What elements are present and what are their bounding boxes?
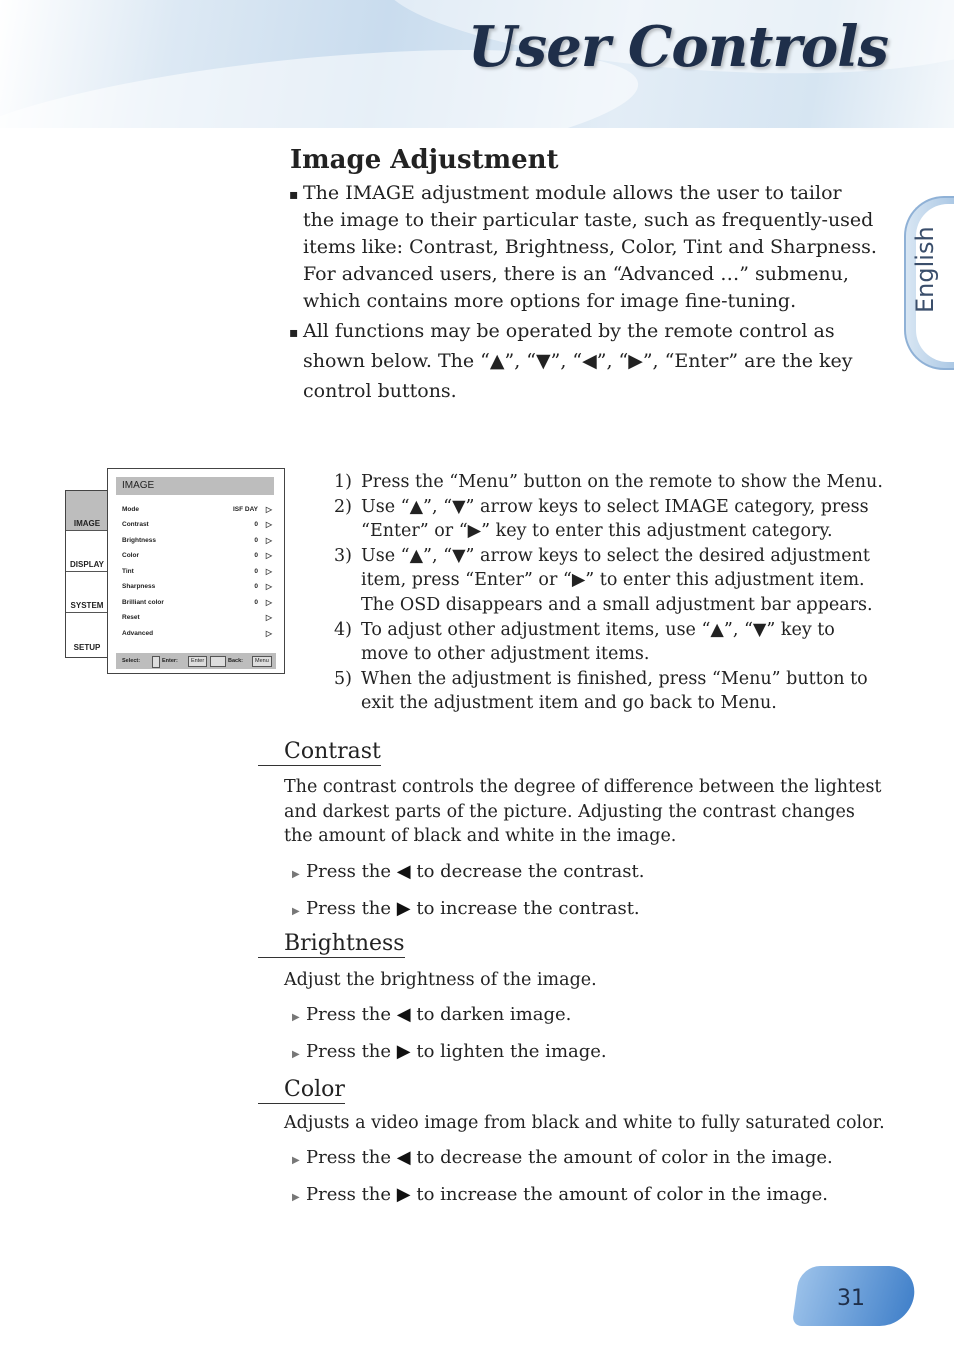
press-post: to increase the contrast. <box>416 898 640 919</box>
steps-list <box>334 470 904 716</box>
osd-row-value: 0 <box>254 583 258 590</box>
text-line: To adjust other adjustment items, use “▲”, “▼” key to <box>361 619 835 640</box>
bullet-triangle-icon: ▶ <box>292 1049 300 1060</box>
text-line: exit the adjustment item and go back to Menu. <box>361 693 777 714</box>
brightness-darken-item <box>292 1003 571 1030</box>
osd-row-label: Brightness <box>122 537 156 544</box>
contrast-increase-item <box>292 897 640 924</box>
osd-row-label: Contrast <box>122 521 149 528</box>
text-line: move to other adjustment items. <box>361 644 650 665</box>
press-post: to darken image. <box>416 1004 572 1025</box>
osd-footer-select: Select: <box>122 658 141 664</box>
osd-row-label: Mode <box>122 506 139 513</box>
osd-row-reset <box>122 611 272 625</box>
osd-row-value: 0 <box>254 568 258 575</box>
step-number: 2) <box>334 496 352 517</box>
brightness-lighten-item <box>292 1040 607 1067</box>
osd-tab-setup: SETUP <box>73 643 101 652</box>
section-title: Image Adjustment <box>290 145 559 175</box>
leftright-icon <box>210 656 226 667</box>
bullet-marker: ▪ <box>289 325 299 341</box>
osd-arrow-icon: ▷ <box>265 613 272 622</box>
brightness-heading: Brightness <box>258 931 405 958</box>
text-line: When the adjustment is finished, press “Menu” button to <box>361 668 868 689</box>
text-line: The contrast controls the degree of difference between the lightest <box>284 777 882 797</box>
step-item <box>334 618 904 667</box>
osd-tab-column <box>65 490 109 658</box>
text-line: the image to their particular taste, such as frequently-used <box>303 209 874 231</box>
osd-arrow-icon: ▷ <box>265 536 272 545</box>
updown-icon <box>152 656 160 668</box>
osd-row-brilliant-color <box>122 596 272 610</box>
press-pre: Press the <box>306 861 392 882</box>
step-item <box>334 470 904 495</box>
text-line: The IMAGE adjustment module allows the user to tailor <box>303 182 842 204</box>
osd-row-value: 0 <box>254 599 258 606</box>
language-label: English <box>911 226 939 313</box>
osd-row-advanced <box>122 627 272 641</box>
intro-bullet-1 <box>289 180 903 315</box>
osd-row-value: 0 <box>254 552 258 559</box>
osd-row-label: Brilliant color <box>122 599 164 606</box>
color-decrease-item <box>292 1146 833 1173</box>
text-line: “Enter” or “▶” key to enter this adjustment category. <box>361 521 833 542</box>
osd-arrow-icon: ▷ <box>265 505 272 514</box>
text-line: control buttons. <box>303 380 457 402</box>
contrast-decrease-item <box>292 860 644 887</box>
osd-arrow-icon: ▷ <box>265 520 272 529</box>
osd-tab-system: SYSTEM <box>66 573 108 613</box>
text-line: Adjusts a video image from black and white to fully saturated color. <box>284 1113 885 1133</box>
text-line: Use “▲”, “▼” arrow keys to select the desired adjustment <box>361 545 870 566</box>
osd-row-brightness <box>122 534 272 548</box>
osd-row-label: Color <box>122 552 139 559</box>
osd-panel-header: IMAGE <box>116 477 274 495</box>
right-arrow-icon: ▶ <box>396 898 411 919</box>
osd-row-label: Sharpness <box>122 583 156 590</box>
text-line: the amount of black and white in the image. <box>284 826 677 847</box>
press-pre: Press the <box>306 1147 392 1168</box>
press-pre: Press the <box>306 898 392 919</box>
osd-row-label: Reset <box>122 614 140 621</box>
step-item <box>334 495 904 544</box>
osd-row-label: Advanced <box>122 630 154 637</box>
color-increase-item <box>292 1183 828 1210</box>
text-line: All functions may be operated by the remote control as <box>303 320 835 342</box>
step-number: 1) <box>334 472 352 492</box>
right-arrow-icon: ▶ <box>396 1041 411 1062</box>
osd-menu-illustration <box>65 468 285 674</box>
bullet-triangle-icon: ▶ <box>292 1192 300 1203</box>
osd-arrow-icon: ▷ <box>265 567 272 576</box>
osd-footer <box>116 653 276 669</box>
osd-arrow-icon: ▷ <box>265 629 272 638</box>
left-arrow-icon: ◀ <box>396 1147 411 1168</box>
page-number: 31 <box>837 1286 865 1311</box>
step-item <box>334 667 904 716</box>
press-post: to decrease the contrast. <box>416 861 645 882</box>
osd-footer-back: Back: <box>228 658 243 664</box>
text-line: Press the “Menu” button on the remote to show the Menu. <box>361 472 883 492</box>
right-arrow-icon: ▶ <box>396 1184 411 1205</box>
osd-panel <box>107 468 285 674</box>
text-line: Adjust the brightness of the image. <box>284 970 597 990</box>
bullet-triangle-icon: ▶ <box>292 869 300 880</box>
text-line: Use “▲”, “▼” arrow keys to select IMAGE category, press <box>361 496 869 517</box>
step-number: 4) <box>334 619 352 640</box>
text-line: shown below. The “▲”, “▼”, “◀”, “▶”, “Enter” are the key <box>303 350 853 372</box>
color-heading: Color <box>258 1077 345 1104</box>
osd-row-value: 0 <box>254 537 258 544</box>
osd-arrow-icon: ▷ <box>265 551 272 560</box>
page-header <box>0 0 954 128</box>
osd-tab-display: DISPLAY <box>66 532 108 572</box>
osd-row-label: Tint <box>122 568 134 575</box>
left-arrow-icon: ◀ <box>396 1004 411 1025</box>
text-line: which contains more options for image fine-tuning. <box>303 290 797 312</box>
intro-bullet-2 <box>289 316 903 406</box>
press-pre: Press the <box>306 1184 392 1205</box>
bullet-triangle-icon: ▶ <box>292 1012 300 1023</box>
osd-footer-enter-key: Enter <box>188 656 207 667</box>
press-pre: Press the <box>306 1041 392 1062</box>
text-line: items like: Contrast, Brightness, Color, Tint and Sharpness. <box>303 236 877 258</box>
left-arrow-icon: ◀ <box>396 861 411 882</box>
brightness-description <box>284 968 884 993</box>
text-line: and darkest parts of the picture. Adjusting the contrast changes <box>284 801 855 822</box>
step-number: 5) <box>334 668 352 689</box>
color-description <box>284 1111 914 1136</box>
press-post: to lighten the image. <box>416 1041 607 1062</box>
osd-arrow-icon: ▷ <box>265 582 272 591</box>
press-pre: Press the <box>306 1004 392 1025</box>
text-line: item, press “Enter” or “▶” to enter this adjustment item. <box>361 570 865 591</box>
osd-tab-image: IMAGE <box>66 491 108 531</box>
text-line: The OSD disappears and a small adjustment bar appears. <box>361 594 873 615</box>
chapter-title: User Controls <box>467 14 888 80</box>
press-post: to increase the amount of color in the image. <box>416 1184 828 1205</box>
bullet-triangle-icon: ▶ <box>292 906 300 917</box>
osd-row-color <box>122 549 272 563</box>
osd-arrow-icon: ▷ <box>265 598 272 607</box>
press-post: to decrease the amount of color in the image. <box>416 1147 833 1168</box>
osd-row-sharpness <box>122 580 272 594</box>
osd-row-value: 0 <box>254 521 258 528</box>
osd-row-mode <box>122 503 272 517</box>
text-line: For advanced users, there is an “Advanced …” submenu, <box>303 263 849 285</box>
step-number: 3) <box>334 545 352 566</box>
bullet-triangle-icon: ▶ <box>292 1155 300 1166</box>
step-item <box>334 544 904 618</box>
contrast-description <box>284 775 884 849</box>
osd-row-contrast <box>122 518 272 532</box>
osd-row-value: ISF DAY <box>232 506 258 513</box>
osd-row-tint <box>122 565 272 579</box>
bullet-marker: ▪ <box>289 187 299 203</box>
contrast-heading: Contrast <box>258 739 381 766</box>
osd-footer-back-key: Menu <box>252 656 272 667</box>
osd-footer-enter: Enter: <box>162 658 178 664</box>
